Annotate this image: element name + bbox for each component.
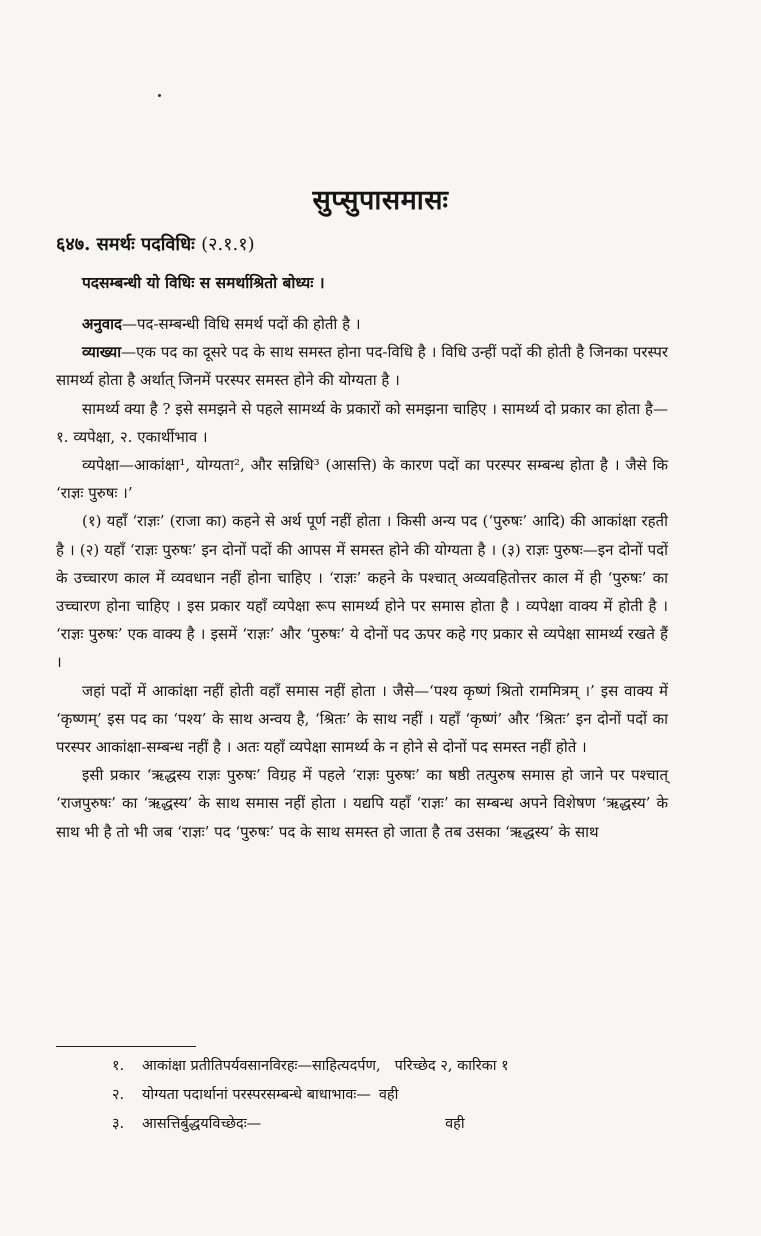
paragraph-text: —पद-सम्बन्धी विधि समर्थ पदों की होती है । [121,315,361,333]
footnote-source: वही [445,1116,465,1132]
sutra-number: ६४७. [56,234,91,255]
sutra-text: समर्थः पदविधिः [96,234,195,255]
paragraph: जहां पदों में आकांक्षा नहीं होती वहाँ समास नहीं होता । जैसे—‘पश्य कृष्णं श्रितो राममित्रम् ।’ इस वाक्य में ‘कृष्णम्’ इस पद का ‘पश्य’ के साथ अन्वय है, ‘श्रितः’ के साथ नहीं । यहाँ ‘कृष्णं’ और ‘श्रितः’ इन दोनों पदों का परस्पर आकांक्षा-सम्बन्ध नहीं है । अतः यहाँ व्यपेक्षा सामर्थ्य के न होने से दोनों पद समस्त नहीं होते । [56,681,668,757]
label-anuvad: अनुवाद [82,315,122,333]
paragraph-vyakhya [56,338,668,394]
footnote [112,1081,672,1110]
paragraph: (१) यहाँ ‘राज्ञः’ (राजा का) कहने से अर्थ पूर्ण नहीं होता । किसी अन्य पद (‘पुरुषः’ आदि) की आकांक्षा रहती है । (२) यहाँ ‘राज्ञः पुरुषः’ इन दोनों पदों की आपस में समस्त होने की योग्यता है । (३) राज्ञः पुरुषः—इन दोनों पदों के उच्चारण काल में व्यवधान नहीं होना चाहिए । ‘राज्ञः’ कहने के पश्चात् अव्यवहितोत्तर काल में ही ‘पुरुषः’ का उच्चारण होना चाहिए । इस प्रकार यहाँ व्यपेक्षा रूप सामर्थ्य होने पर समास होता है । व्यपेक्षा वाक्य में होती है । ‘राज्ञः पुरुषः’ एक वाक्य है । इसमें ‘राज्ञः’ और ‘पुरुषः’ ये दोनों पद ऊपर कहे गए प्रकार से व्यपेक्षा सामर्थ्य रखते हैं । [56,512,668,672]
label-vyakhya: व्याख्या [82,343,122,362]
paragraph-text: —एक पद का दूसरे पद के साथ समस्त होना पद-विधि है । विधि उन्हीं पदों की होती है जिनका परस्पर सामर्थ्य होता है अर्थात् जिनमें परस्पर समस्त होने की योग्यता है । [56,343,668,390]
section-title: सुप्सुपासमासः [312,185,449,216]
footnote-number: २. [112,1087,125,1103]
footnote-number: १. [112,1058,125,1074]
sutra-reference: (२.१.१) [201,234,255,255]
footnote-text: आकांक्षा प्रतीतिपर्यवसानविरहः—साहित्यदर्पण, [142,1058,381,1074]
paragraph: व्यपेक्षा—आकांक्षा¹, योग्यता², और सन्निधि³ (आसत्ति) के कारण पदों का परस्पर सम्बन्ध होता है । जैसे कि ‘राज्ञः पुरुषः ।’ [56,456,668,503]
footnotes [112,1052,672,1139]
footnote-source: परिच्छेद २, कारिका १ [394,1058,509,1074]
paragraph-anuvad [56,310,668,338]
footnote [112,1110,672,1139]
footnote-divider [56,1046,196,1047]
footnote-text: आसत्तिर्बुद्धयविच्छेदः— [142,1116,262,1132]
vritti-line: पदसम्बन्धी यो विधिः स समर्थाश्रितो बोध्यः । [82,273,325,292]
paragraph: इसी प्रकार ‘ऋद्धस्य राज्ञः पुरुषः’ विग्रह में पहले ‘राज्ञः पुरुषः’ का षष्ठी तत्पुरुष समास हो जाने पर पश्चात् ‘राजपुरुषः’ का ‘ऋद्धस्य’ के साथ समास नहीं होता । यद्यपि यहाँ ‘राज्ञः’ का सम्बन्ध अपने विशेषण ‘ऋद्धस्य’ के साथ भी है तो भी जब ‘राज्ञः’ पद ‘पुरुषः’ पद के साथ समस्त हो जाता है तब उसका ‘ऋद्धस्य’ के साथ [56,766,668,841]
footnote [112,1052,672,1081]
sutra-heading [56,232,255,256]
footnote-source: वही [378,1087,399,1103]
body-text [56,310,668,846]
footnote-text: योग्यता पदार्थानां परस्परसम्बन्धे बाधाभावः— [142,1087,371,1103]
paragraph: सामर्थ्य क्या है ? इसे समझने से पहले सामर्थ्य के प्रकारों को समझना चाहिए । सामर्थ्य दो प्रकार का होता है—१. व्यपेक्षा, २. एकार्थीभाव । [56,399,668,446]
print-speck [158,94,161,97]
footnote-number: ३. [112,1116,125,1132]
